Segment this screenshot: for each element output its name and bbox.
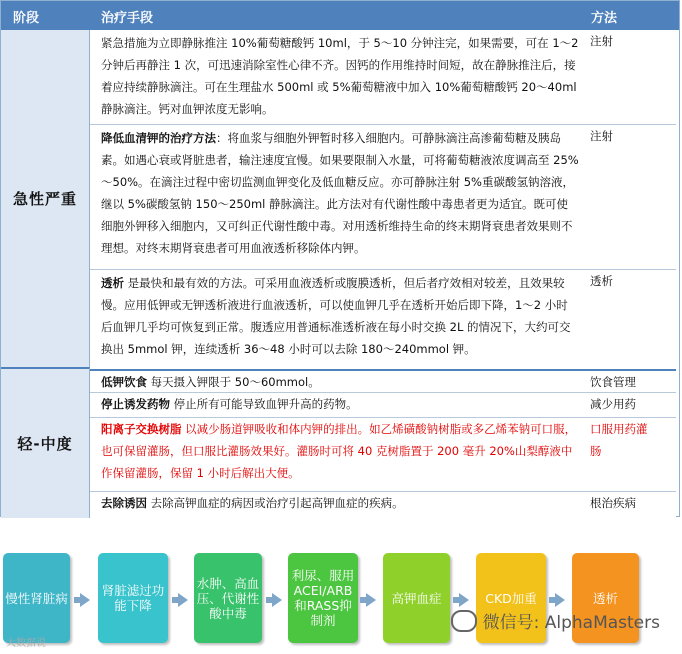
wechat-icon: [451, 610, 477, 632]
stage-acute-severe: 急性严重: [1, 30, 90, 367]
flow-step-ckd-worsen: CKD加重: [476, 553, 546, 643]
flow-arrow-icon: [178, 593, 188, 607]
treatment-title: 低钾饮食: [101, 375, 147, 389]
treatment-text: [101, 272, 579, 360]
treatment-text: 紧急措施为立即静脉推注 10%葡萄糖酸钙 10ml，于 5～10 分钟注完，如果需要，可在 1～2 分钟后再静注 1 次，可迅速消除室性心律不齐。因钙的作用维持时间短，故在静脉推注后，接着应持续静脉滴注。可在生理盐水 500ml 或 5%葡萄糖液中加入 10%葡萄糖酸钙 20～40ml 静脉滴注。钙对血钾浓度无影响。: [101, 36, 579, 116]
treatment-text: [101, 492, 579, 514]
table-row: [90, 30, 676, 125]
treatment-body: 每天摄入钾限于 50～60mmol。: [147, 375, 320, 389]
treatment-method: 注射: [590, 34, 613, 48]
treatment-title: 降低血清钾的治疗方法: [101, 131, 216, 145]
treatment-method: 注射: [590, 129, 613, 143]
treatment-method: 透析: [590, 274, 613, 288]
treatment-title: 停止诱发药物: [101, 397, 170, 411]
flow-step-dialysis: 透析: [572, 553, 639, 643]
table-row: [90, 393, 676, 418]
watermark-text: 微信号: AlphaMasters: [482, 613, 660, 633]
table-row: [90, 369, 676, 393]
small-watermark: 大数据说: [6, 638, 46, 649]
flow-arrow-icon: [366, 593, 376, 607]
header-method: 方法: [591, 11, 618, 26]
treatment-method: 饮食管理: [590, 375, 636, 389]
flow-step-edema: 水肿、高血压、代谢性酸中毒: [194, 553, 262, 643]
flow-arrow-icon: [80, 593, 90, 607]
treatment-body: ：将血浆与细胞外钾暂时移入细胞内。可静脉滴注高渗葡萄糖及胰岛素。如遇心衰或肾脏患者，输注速度宜慢。如果要限制入水量，可将葡萄糖液浓度调高至 25%～50%。在滴注过程中密切监测血钾变化及低血糖反应。亦可静脉注射 5%重碳酸氢钠溶液，继以 5%碳酸氢钠 150～250ml 静脉滴注。此方法对有代谢性酸中毒患者更为适宜。既可使细胞外钾移入细胞内，又可纠正代谢性酸中毒。对用透析维持生命的终末期肾衰患者效果则不理想。对终末期肾衰患者可用血液透析移除体内钾。: [101, 131, 579, 255]
flow-step-diuretics: 利尿、服用ACEI/ARB和RASS抑制剂: [288, 553, 358, 643]
ckd-flow-diagram: [0, 538, 682, 654]
treatment-text: [101, 371, 579, 393]
header-treatment: 治疗手段: [101, 11, 154, 26]
table-row: [90, 418, 676, 492]
header-stage: 阶段: [13, 11, 40, 26]
wechat-watermark: [451, 608, 660, 633]
table-row: [90, 125, 676, 270]
stage-mild-moderate: 轻-中度: [1, 367, 90, 518]
flow-step-ckd: 慢性肾脏病: [3, 553, 70, 643]
table-row: [90, 492, 676, 517]
treatment-method: 口服用药灌肠: [590, 422, 648, 458]
flow-step-hyperkalemia: 高钾血症: [383, 553, 450, 643]
treatment-title: 透析: [101, 276, 124, 290]
treatment-body: 去除高钾血症的病因或治疗引起高钾血症的疾病。: [147, 496, 404, 510]
flow-step-filtration: 肾脏滤过功能下降: [98, 553, 168, 643]
treatment-body: 以减少肠道钾吸收和体内钾的排出。如乙烯磺酸钠树脂或多乙烯苯钠可口服，也可保留灌肠，但口服比灌肠效果好。灌肠时可将 40 克树脂置于 200 毫升 20%山梨醇液中作保留灌肠，保留 1 小时后解出大便。: [101, 422, 577, 480]
treatment-title: 去除诱因: [101, 496, 147, 510]
treatment-method: 减少用药: [590, 397, 636, 411]
treatment-title: 阳离子交换树脂: [101, 422, 182, 436]
flow-arrow-icon: [459, 593, 469, 607]
treatment-text: [101, 393, 579, 415]
table-header: [1, 1, 679, 30]
treatment-body: 是最快和最有效的方法。可采用血液透析或腹膜透析，但后者疗效相对较差，且效果较慢。应用低钾或无钾透析液进行血液透析，可以使血钾几乎在透析开始后即下降，1～2 小时后血钾几乎均可恢复到正常。腹透应用普通标准透析液在每小时交换 2L 的情况下，大约可交换出 5mmol 钾，连续透析 36～48 小时可以去除 180～240mmol 钾。: [101, 276, 571, 356]
treatment-text: [101, 127, 579, 259]
treatment-text: [101, 418, 579, 484]
treatment-body: 停止所有可能导致血钾升高的药物。: [170, 397, 358, 411]
flow-arrow-icon: [555, 593, 565, 607]
treatment-method: 根治疾病: [590, 496, 636, 510]
flow-arrow-icon: [272, 593, 282, 607]
table-row: [90, 270, 676, 367]
